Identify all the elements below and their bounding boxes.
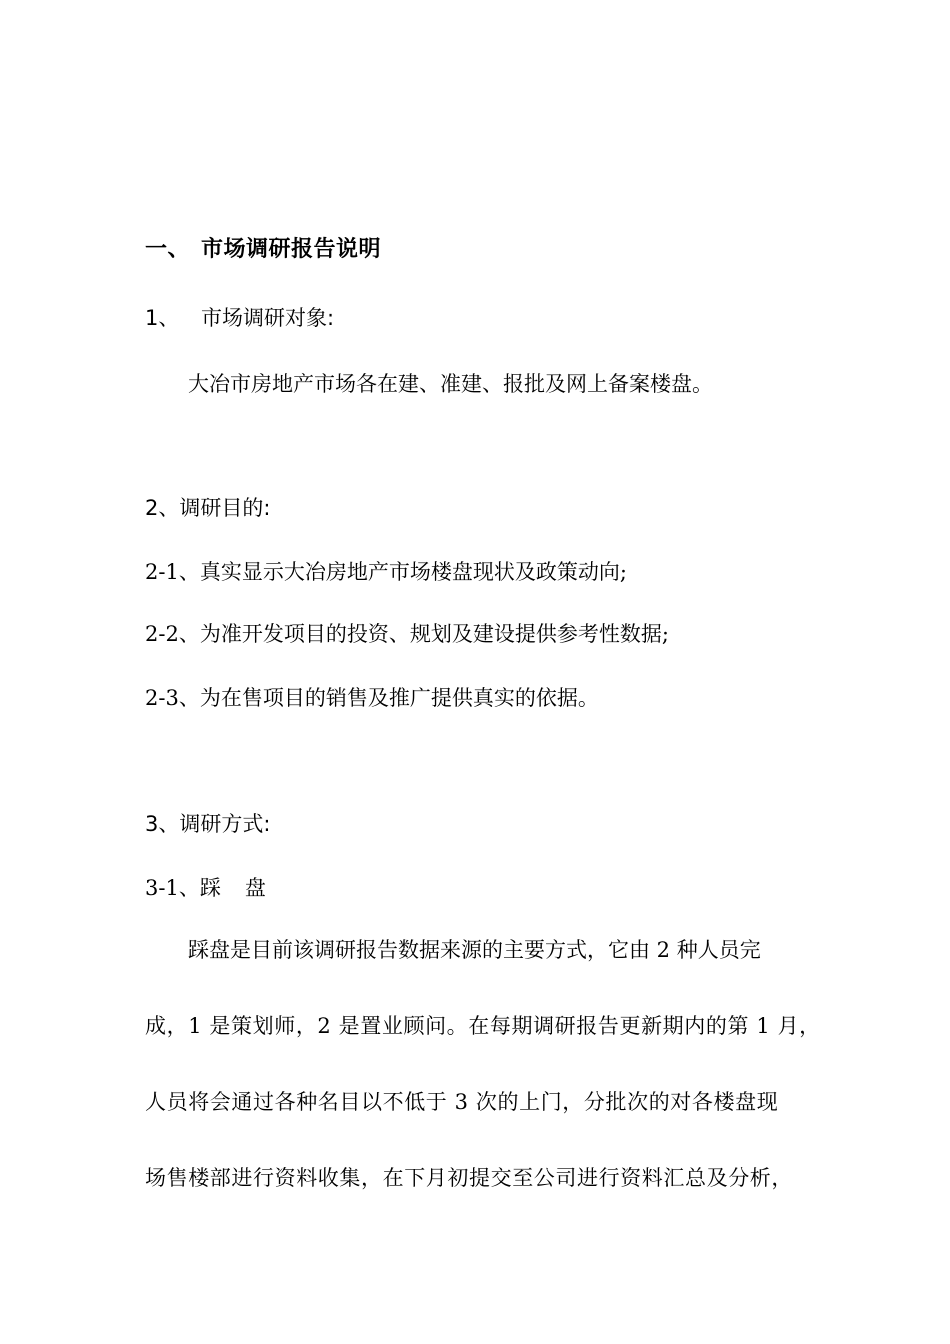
item1-body: 大冶市房地产市场各在建、准建、报批及网上备案楼盘。 bbox=[188, 372, 713, 396]
item1-number: 1、 bbox=[145, 306, 180, 330]
item3-sub-word-a: 踩 bbox=[199, 876, 221, 900]
item1-heading bbox=[145, 304, 334, 332]
item2-point-1: 2-1、真实显示大冶房地产市场楼盘现状及政策动向; bbox=[145, 560, 627, 584]
item3-paragraph-line-1: 踩盘是目前该调研报告数据来源的主要方式，它由 2 种人员完 bbox=[188, 938, 761, 962]
section-title: 市场调研报告说明 bbox=[201, 237, 382, 262]
item3-sub-number: 3-1、 bbox=[145, 876, 200, 900]
item1-title: 市场调研对象: bbox=[201, 306, 335, 330]
item3-heading: 3、调研方式: bbox=[145, 812, 271, 836]
item2-point-3: 2-3、为在售项目的销售及推广提供真实的依据。 bbox=[145, 686, 599, 710]
item3-paragraph-line-3: 人员将会通过各种名目以不低于 3 次的上门，分批次的对各楼盘现 bbox=[145, 1090, 779, 1114]
item3-paragraph-line-2: 成，1 是策划师，2 是置业顾问。在每期调研报告更新期内的第 1 月， bbox=[145, 1014, 821, 1038]
section-number: 一、 bbox=[145, 237, 191, 262]
item3-sub-word-b: 盘 bbox=[244, 876, 266, 900]
item2-heading: 2、调研目的: bbox=[145, 496, 271, 520]
item3-paragraph-line-4: 场售楼部进行资料收集，在下月初提交至公司进行资料汇总及分析， bbox=[145, 1166, 793, 1190]
item2-point-2: 2-2、为准开发项目的投资、规划及建设提供参考性数据; bbox=[145, 622, 669, 646]
section-heading bbox=[145, 236, 381, 264]
item3-subheading bbox=[145, 874, 266, 902]
